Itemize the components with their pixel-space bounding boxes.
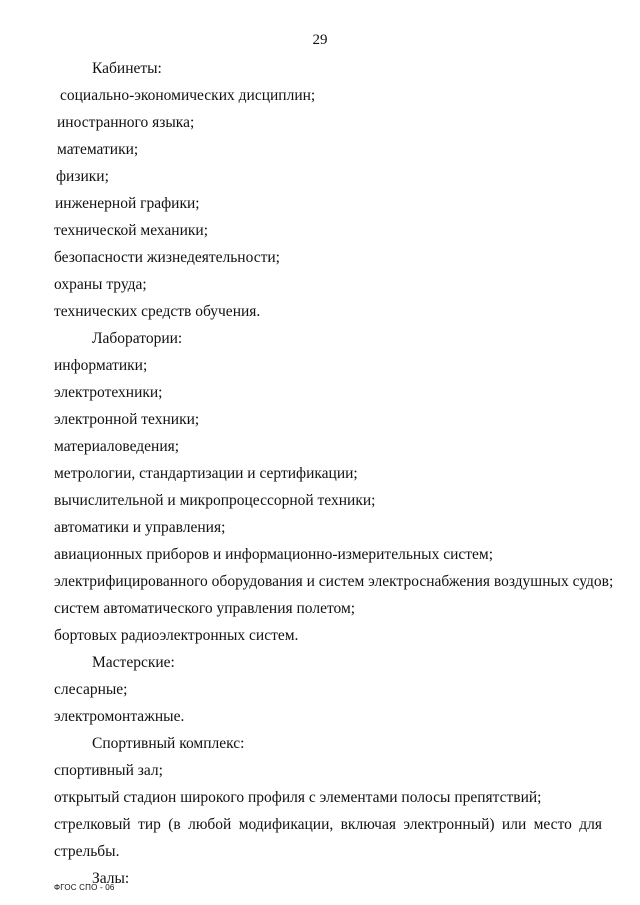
list-item: электромонтажные.	[54, 708, 185, 725]
list-item: вычислительной и микропроцессорной техники;	[54, 492, 376, 509]
list-item: социально-экономических дисциплин;	[60, 87, 316, 104]
document-footer: ФГОС СПО - 06	[54, 883, 115, 892]
list-item: математики;	[57, 141, 139, 158]
section-heading-halls: Залы:	[92, 870, 130, 887]
list-item: стрелковый тир (в любой модификации, включая электронный) или место для	[54, 816, 602, 833]
list-item: метрологии, стандартизации и сертификации;	[54, 465, 358, 482]
list-item: стрельбы.	[54, 843, 120, 860]
section-heading-sports-complex: Спортивный комплекс:	[92, 735, 245, 752]
section-heading-workshops: Мастерские:	[92, 654, 175, 671]
list-item: безопасности жизнедеятельности;	[54, 249, 280, 266]
list-item: иностранного языка;	[57, 114, 195, 131]
section-heading-laboratories: Лаборатории:	[92, 330, 183, 347]
list-item: слесарные;	[54, 681, 128, 698]
list-item: охраны труда;	[54, 276, 147, 293]
list-item: электротехники;	[54, 384, 163, 401]
list-item: инженерной графики;	[55, 195, 200, 212]
page-number: 29	[312, 32, 328, 48]
list-item: технической механики;	[54, 222, 209, 239]
list-item: материаловедения;	[54, 438, 180, 455]
section-heading-cabinets: Кабинеты:	[92, 60, 162, 77]
list-item: систем автоматического управления полетом;	[54, 600, 356, 617]
list-item: открытый стадион широкого профиля с элементами полосы препятствий;	[54, 789, 542, 806]
list-item: информатики;	[54, 357, 148, 374]
list-item: авиационных приборов и информационно-измерительных систем;	[54, 546, 494, 563]
list-item: бортовых радиоэлектронных систем.	[54, 627, 299, 644]
list-item: спортивный зал;	[54, 762, 163, 779]
list-item: автоматики и управления;	[54, 519, 226, 536]
list-item: электрифицированного оборудования и систем электроснабжения воздушных судов;	[54, 573, 614, 590]
list-item: технических средств обучения.	[54, 303, 261, 320]
list-item: физики;	[56, 168, 109, 185]
list-item: электронной техники;	[54, 411, 200, 428]
